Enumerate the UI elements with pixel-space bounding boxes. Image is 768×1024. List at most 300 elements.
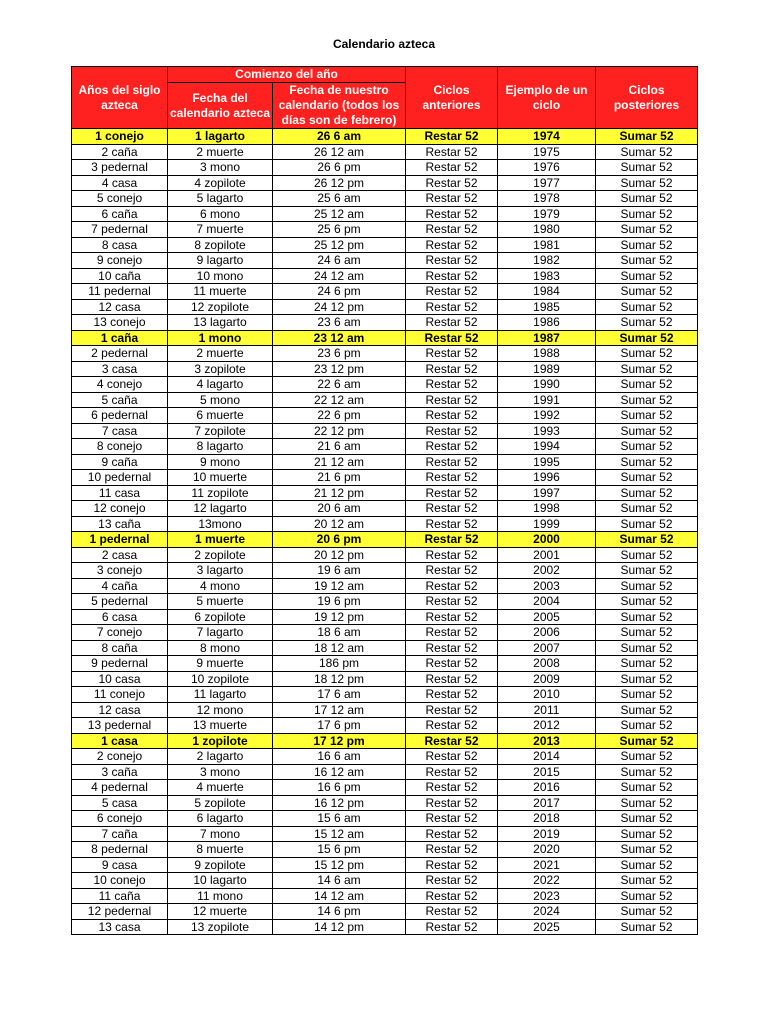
cell-next-cycle: Sumar 52 (596, 625, 698, 641)
cell-aztec-year: 11 pedernal (72, 284, 168, 300)
table-row (72, 857, 698, 873)
cell-our-date: 22 12 pm (273, 423, 406, 439)
cell-aztec-year: 9 caña (72, 454, 168, 470)
cell-aztec-date: 1 lagarto (168, 129, 273, 145)
cell-cycle-example: 2008 (498, 656, 596, 672)
cell-aztec-date: 3 mono (168, 764, 273, 780)
cell-our-date: 18 6 am (273, 625, 406, 641)
table-row (72, 222, 698, 238)
cell-previous-cycle: Restar 52 (406, 857, 498, 873)
table-row (72, 268, 698, 284)
cell-next-cycle: Sumar 52 (596, 129, 698, 145)
cell-next-cycle: Sumar 52 (596, 563, 698, 579)
cell-our-date: 23 6 am (273, 315, 406, 331)
cell-previous-cycle: Restar 52 (406, 888, 498, 904)
cell-aztec-year: 11 conejo (72, 687, 168, 703)
cell-our-date: 21 6 am (273, 439, 406, 455)
cell-previous-cycle: Restar 52 (406, 160, 498, 176)
cell-our-date: 25 6 pm (273, 222, 406, 238)
cell-previous-cycle: Restar 52 (406, 609, 498, 625)
cell-aztec-year: 4 caña (72, 578, 168, 594)
cell-our-date: 26 6 pm (273, 160, 406, 176)
cell-aztec-date: 11 muerte (168, 284, 273, 300)
cell-our-date: 15 6 am (273, 811, 406, 827)
cell-cycle-example: 1988 (498, 346, 596, 362)
cell-next-cycle: Sumar 52 (596, 222, 698, 238)
cell-next-cycle: Sumar 52 (596, 594, 698, 610)
cell-aztec-date: 9 lagarto (168, 253, 273, 269)
cell-aztec-year: 1 conejo (72, 129, 168, 145)
cell-previous-cycle: Restar 52 (406, 253, 498, 269)
cell-previous-cycle: Restar 52 (406, 268, 498, 284)
cell-aztec-date: 12 muerte (168, 904, 273, 920)
cell-cycle-example: 2006 (498, 625, 596, 641)
cell-next-cycle: Sumar 52 (596, 392, 698, 408)
cell-aztec-date: 6 lagarto (168, 811, 273, 827)
cell-our-date: 21 12 pm (273, 485, 406, 501)
cell-previous-cycle: Restar 52 (406, 346, 498, 362)
cell-next-cycle: Sumar 52 (596, 671, 698, 687)
cell-previous-cycle: Restar 52 (406, 392, 498, 408)
cell-aztec-year: 13 pedernal (72, 718, 168, 734)
cell-aztec-year: 6 caña (72, 206, 168, 222)
cell-next-cycle: Sumar 52 (596, 454, 698, 470)
table-row (72, 888, 698, 904)
table-row (72, 439, 698, 455)
cell-aztec-year: 7 conejo (72, 625, 168, 641)
cell-our-date: 18 12 am (273, 640, 406, 656)
cell-aztec-date: 8 lagarto (168, 439, 273, 455)
cell-our-date: 22 6 pm (273, 408, 406, 424)
cell-cycle-example: 2021 (498, 857, 596, 873)
table-row (72, 144, 698, 160)
cell-aztec-year: 3 pedernal (72, 160, 168, 176)
table-row (72, 904, 698, 920)
cell-our-date: 25 12 pm (273, 237, 406, 253)
cell-aztec-date: 10 lagarto (168, 873, 273, 889)
cell-previous-cycle: Restar 52 (406, 687, 498, 703)
table-row (72, 563, 698, 579)
cell-aztec-year: 11 caña (72, 888, 168, 904)
header-year-start-group: Comienzo del año (168, 67, 406, 83)
cell-our-date: 15 12 pm (273, 857, 406, 873)
cell-aztec-date: 3 mono (168, 160, 273, 176)
cell-cycle-example: 2007 (498, 640, 596, 656)
cell-cycle-example: 1994 (498, 439, 596, 455)
cell-previous-cycle: Restar 52 (406, 594, 498, 610)
table-row (72, 640, 698, 656)
table-row (72, 842, 698, 858)
cell-previous-cycle: Restar 52 (406, 206, 498, 222)
cell-next-cycle: Sumar 52 (596, 175, 698, 191)
cell-next-cycle: Sumar 52 (596, 284, 698, 300)
cell-aztec-year: 1 caña (72, 330, 168, 346)
table-header (72, 67, 698, 129)
cell-aztec-date: 9 mono (168, 454, 273, 470)
cell-aztec-year: 6 conejo (72, 811, 168, 827)
cell-aztec-year: 4 pedernal (72, 780, 168, 796)
cell-previous-cycle: Restar 52 (406, 749, 498, 765)
cell-aztec-date: 5 lagarto (168, 191, 273, 207)
cell-next-cycle: Sumar 52 (596, 547, 698, 563)
page-title: Calendario azteca (332, 37, 436, 51)
cell-our-date: 15 12 am (273, 826, 406, 842)
cell-our-date: 14 6 am (273, 873, 406, 889)
cell-cycle-example: 2013 (498, 733, 596, 749)
cell-our-date: 23 12 pm (273, 361, 406, 377)
cell-previous-cycle: Restar 52 (406, 625, 498, 641)
cell-previous-cycle: Restar 52 (406, 144, 498, 160)
cell-next-cycle: Sumar 52 (596, 253, 698, 269)
table-row (72, 485, 698, 501)
cell-aztec-year: 10 caña (72, 268, 168, 284)
cell-previous-cycle: Restar 52 (406, 780, 498, 796)
cell-next-cycle: Sumar 52 (596, 144, 698, 160)
table-row (72, 811, 698, 827)
table-row (72, 764, 698, 780)
table-row (72, 284, 698, 300)
cell-cycle-example: 1984 (498, 284, 596, 300)
cell-aztec-date: 7 lagarto (168, 625, 273, 641)
cell-our-date: 25 12 am (273, 206, 406, 222)
cell-previous-cycle: Restar 52 (406, 919, 498, 935)
table-row (72, 501, 698, 517)
table-row (72, 826, 698, 842)
cell-our-date: 17 6 pm (273, 718, 406, 734)
cell-aztec-date: 1 mono (168, 330, 273, 346)
cell-our-date: 16 12 am (273, 764, 406, 780)
header-aztec-years: Años del siglo azteca (72, 67, 168, 129)
table-row (72, 346, 698, 362)
cell-aztec-year: 2 conejo (72, 749, 168, 765)
cell-previous-cycle: Restar 52 (406, 485, 498, 501)
cell-cycle-example: 2015 (498, 764, 596, 780)
table-row (72, 408, 698, 424)
cell-aztec-date: 13 zopilote (168, 919, 273, 935)
cell-previous-cycle: Restar 52 (406, 671, 498, 687)
cell-our-date: 20 6 am (273, 501, 406, 517)
cell-next-cycle: Sumar 52 (596, 780, 698, 796)
table-row (72, 237, 698, 253)
cell-aztec-year: 10 conejo (72, 873, 168, 889)
cell-aztec-year: 4 casa (72, 175, 168, 191)
cell-next-cycle: Sumar 52 (596, 408, 698, 424)
cell-cycle-example: 2009 (498, 671, 596, 687)
cell-cycle-example: 1987 (498, 330, 596, 346)
cell-aztec-year: 3 caña (72, 764, 168, 780)
cell-cycle-example: 1981 (498, 237, 596, 253)
cell-cycle-example: 2014 (498, 749, 596, 765)
cell-next-cycle: Sumar 52 (596, 873, 698, 889)
cell-our-date: 25 6 am (273, 191, 406, 207)
header-aztec-date: Fecha del calendario azteca (168, 83, 273, 129)
cell-aztec-date: 3 zopilote (168, 361, 273, 377)
cell-aztec-year: 1 pedernal (72, 532, 168, 548)
cell-previous-cycle: Restar 52 (406, 315, 498, 331)
cell-next-cycle: Sumar 52 (596, 826, 698, 842)
cell-aztec-year: 6 pedernal (72, 408, 168, 424)
cell-our-date: 23 12 am (273, 330, 406, 346)
cell-aztec-year: 12 casa (72, 702, 168, 718)
cell-our-date: 26 12 am (273, 144, 406, 160)
table-row (72, 392, 698, 408)
table-row (72, 795, 698, 811)
cell-cycle-example: 1977 (498, 175, 596, 191)
cell-aztec-year: 7 caña (72, 826, 168, 842)
table-row (72, 718, 698, 734)
cell-aztec-date: 11 mono (168, 888, 273, 904)
cell-next-cycle: Sumar 52 (596, 811, 698, 827)
cell-our-date: 17 12 pm (273, 733, 406, 749)
cell-cycle-example: 2020 (498, 842, 596, 858)
cell-previous-cycle: Restar 52 (406, 377, 498, 393)
cell-our-date: 24 12 am (273, 268, 406, 284)
cell-next-cycle: Sumar 52 (596, 702, 698, 718)
cell-our-date: 21 6 pm (273, 470, 406, 486)
cell-aztec-year: 12 pedernal (72, 904, 168, 920)
cell-next-cycle: Sumar 52 (596, 609, 698, 625)
cell-next-cycle: Sumar 52 (596, 423, 698, 439)
cell-our-date: 16 6 am (273, 749, 406, 765)
cell-aztec-year: 8 conejo (72, 439, 168, 455)
cell-aztec-date: 6 muerte (168, 408, 273, 424)
cell-our-date: 14 12 am (273, 888, 406, 904)
cell-aztec-year: 2 caña (72, 144, 168, 160)
cell-next-cycle: Sumar 52 (596, 578, 698, 594)
cell-aztec-date: 6 zopilote (168, 609, 273, 625)
cell-our-date: 26 6 am (273, 129, 406, 145)
cell-next-cycle: Sumar 52 (596, 361, 698, 377)
cell-our-date: 19 12 pm (273, 609, 406, 625)
cell-aztec-date: 8 muerte (168, 842, 273, 858)
cell-cycle-example: 2002 (498, 563, 596, 579)
cell-aztec-year: 6 casa (72, 609, 168, 625)
cell-aztec-year: 7 casa (72, 423, 168, 439)
cell-aztec-date: 8 zopilote (168, 237, 273, 253)
cell-cycle-example: 2016 (498, 780, 596, 796)
cell-aztec-year: 13 casa (72, 919, 168, 935)
cell-previous-cycle: Restar 52 (406, 361, 498, 377)
cell-previous-cycle: Restar 52 (406, 222, 498, 238)
cell-aztec-date: 11 zopilote (168, 485, 273, 501)
table-row (72, 919, 698, 935)
cell-aztec-date: 12 lagarto (168, 501, 273, 517)
cell-cycle-example: 2011 (498, 702, 596, 718)
cell-cycle-example: 1979 (498, 206, 596, 222)
cell-previous-cycle: Restar 52 (406, 563, 498, 579)
cell-next-cycle: Sumar 52 (596, 904, 698, 920)
cell-aztec-year: 11 casa (72, 485, 168, 501)
cell-aztec-date: 1 muerte (168, 532, 273, 548)
cell-next-cycle: Sumar 52 (596, 656, 698, 672)
table-row (72, 671, 698, 687)
cell-aztec-date: 7 mono (168, 826, 273, 842)
cell-previous-cycle: Restar 52 (406, 237, 498, 253)
aztec-calendar-table (71, 66, 698, 935)
cell-our-date: 22 12 am (273, 392, 406, 408)
cell-next-cycle: Sumar 52 (596, 237, 698, 253)
header-our-date: Fecha de nuestro calendario (todos los días son de febrero) (273, 83, 406, 129)
table-row (72, 547, 698, 563)
cell-our-date: 20 12 pm (273, 547, 406, 563)
cell-previous-cycle: Restar 52 (406, 718, 498, 734)
cell-aztec-year: 10 pedernal (72, 470, 168, 486)
cell-our-date: 19 12 am (273, 578, 406, 594)
cell-aztec-year: 7 pedernal (72, 222, 168, 238)
cell-cycle-example: 1978 (498, 191, 596, 207)
cell-our-date: 20 12 am (273, 516, 406, 532)
cell-previous-cycle: Restar 52 (406, 129, 498, 145)
table-row (72, 873, 698, 889)
cell-previous-cycle: Restar 52 (406, 330, 498, 346)
table-row (72, 470, 698, 486)
cell-aztec-year: 8 caña (72, 640, 168, 656)
table-row (72, 315, 698, 331)
cell-our-date: 17 6 am (273, 687, 406, 703)
cell-next-cycle: Sumar 52 (596, 268, 698, 284)
cell-aztec-date: 10 muerte (168, 470, 273, 486)
cell-our-date: 23 6 pm (273, 346, 406, 362)
cell-our-date: 26 12 pm (273, 175, 406, 191)
cell-cycle-example: 1995 (498, 454, 596, 470)
cell-our-date: 14 12 pm (273, 919, 406, 935)
table-row (72, 733, 698, 749)
cell-aztec-date: 6 mono (168, 206, 273, 222)
header-next-cycles: Ciclos posteriores (596, 67, 698, 129)
cell-aztec-date: 1 zopilote (168, 733, 273, 749)
cell-aztec-date: 12 zopilote (168, 299, 273, 315)
cell-aztec-date: 5 zopilote (168, 795, 273, 811)
cell-cycle-example: 2018 (498, 811, 596, 827)
cell-cycle-example: 2023 (498, 888, 596, 904)
cell-cycle-example: 1980 (498, 222, 596, 238)
cell-previous-cycle: Restar 52 (406, 904, 498, 920)
cell-previous-cycle: Restar 52 (406, 733, 498, 749)
header-cycle-example: Ejemplo de un ciclo (498, 67, 596, 129)
cell-previous-cycle: Restar 52 (406, 656, 498, 672)
table-row (72, 253, 698, 269)
cell-cycle-example: 2019 (498, 826, 596, 842)
cell-aztec-date: 4 muerte (168, 780, 273, 796)
cell-aztec-date: 10 mono (168, 268, 273, 284)
table-row (72, 299, 698, 315)
cell-cycle-example: 2010 (498, 687, 596, 703)
cell-cycle-example: 1976 (498, 160, 596, 176)
cell-previous-cycle: Restar 52 (406, 516, 498, 532)
cell-previous-cycle: Restar 52 (406, 175, 498, 191)
table-row (72, 160, 698, 176)
cell-aztec-year: 13 caña (72, 516, 168, 532)
header-previous-cycles: Ciclos anteriores (406, 67, 498, 129)
cell-next-cycle: Sumar 52 (596, 749, 698, 765)
cell-aztec-date: 11 lagarto (168, 687, 273, 703)
table-row (72, 594, 698, 610)
cell-next-cycle: Sumar 52 (596, 919, 698, 935)
table-row (72, 625, 698, 641)
table-row (72, 532, 698, 548)
cell-aztec-year: 5 caña (72, 392, 168, 408)
cell-aztec-date: 10 zopilote (168, 671, 273, 687)
cell-next-cycle: Sumar 52 (596, 206, 698, 222)
cell-our-date: 16 12 pm (273, 795, 406, 811)
table-row (72, 175, 698, 191)
table-row (72, 516, 698, 532)
table-row (72, 377, 698, 393)
cell-our-date: 22 6 am (273, 377, 406, 393)
cell-cycle-example: 2003 (498, 578, 596, 594)
table-body (72, 129, 698, 935)
cell-next-cycle: Sumar 52 (596, 191, 698, 207)
cell-aztec-date: 9 muerte (168, 656, 273, 672)
cell-cycle-example: 2004 (498, 594, 596, 610)
cell-next-cycle: Sumar 52 (596, 315, 698, 331)
cell-previous-cycle: Restar 52 (406, 811, 498, 827)
cell-aztec-date: 4 mono (168, 578, 273, 594)
cell-our-date: 14 6 pm (273, 904, 406, 920)
cell-our-date: 19 6 am (273, 563, 406, 579)
table-row (72, 749, 698, 765)
table-row (72, 423, 698, 439)
cell-previous-cycle: Restar 52 (406, 547, 498, 563)
cell-aztec-date: 9 zopilote (168, 857, 273, 873)
cell-next-cycle: Sumar 52 (596, 516, 698, 532)
cell-next-cycle: Sumar 52 (596, 764, 698, 780)
cell-cycle-example: 1993 (498, 423, 596, 439)
cell-cycle-example: 2012 (498, 718, 596, 734)
cell-aztec-year: 3 conejo (72, 563, 168, 579)
cell-our-date: 24 12 pm (273, 299, 406, 315)
table-row (72, 129, 698, 145)
cell-aztec-date: 13 muerte (168, 718, 273, 734)
cell-aztec-year: 5 casa (72, 795, 168, 811)
cell-previous-cycle: Restar 52 (406, 826, 498, 842)
cell-previous-cycle: Restar 52 (406, 423, 498, 439)
cell-cycle-example: 1997 (498, 485, 596, 501)
cell-our-date: 24 6 pm (273, 284, 406, 300)
cell-previous-cycle: Restar 52 (406, 501, 498, 517)
cell-next-cycle: Sumar 52 (596, 470, 698, 486)
table-row (72, 780, 698, 796)
cell-aztec-date: 2 muerte (168, 144, 273, 160)
cell-aztec-year: 3 casa (72, 361, 168, 377)
cell-previous-cycle: Restar 52 (406, 640, 498, 656)
cell-previous-cycle: Restar 52 (406, 454, 498, 470)
cell-cycle-example: 1998 (498, 501, 596, 517)
cell-next-cycle: Sumar 52 (596, 485, 698, 501)
cell-aztec-date: 7 zopilote (168, 423, 273, 439)
cell-previous-cycle: Restar 52 (406, 284, 498, 300)
cell-cycle-example: 1974 (498, 129, 596, 145)
table-row (72, 702, 698, 718)
cell-aztec-year: 2 pedernal (72, 346, 168, 362)
cell-previous-cycle: Restar 52 (406, 439, 498, 455)
table-row (72, 578, 698, 594)
cell-cycle-example: 1999 (498, 516, 596, 532)
cell-aztec-date: 2 zopilote (168, 547, 273, 563)
cell-cycle-example: 1992 (498, 408, 596, 424)
cell-aztec-date: 3 lagarto (168, 563, 273, 579)
cell-previous-cycle: Restar 52 (406, 470, 498, 486)
cell-aztec-year: 8 casa (72, 237, 168, 253)
table-row (72, 656, 698, 672)
cell-aztec-date: 13mono (168, 516, 273, 532)
cell-aztec-date: 13 lagarto (168, 315, 273, 331)
table-row (72, 687, 698, 703)
cell-aztec-year: 10 casa (72, 671, 168, 687)
cell-previous-cycle: Restar 52 (406, 702, 498, 718)
cell-cycle-example: 1996 (498, 470, 596, 486)
cell-aztec-year: 2 casa (72, 547, 168, 563)
